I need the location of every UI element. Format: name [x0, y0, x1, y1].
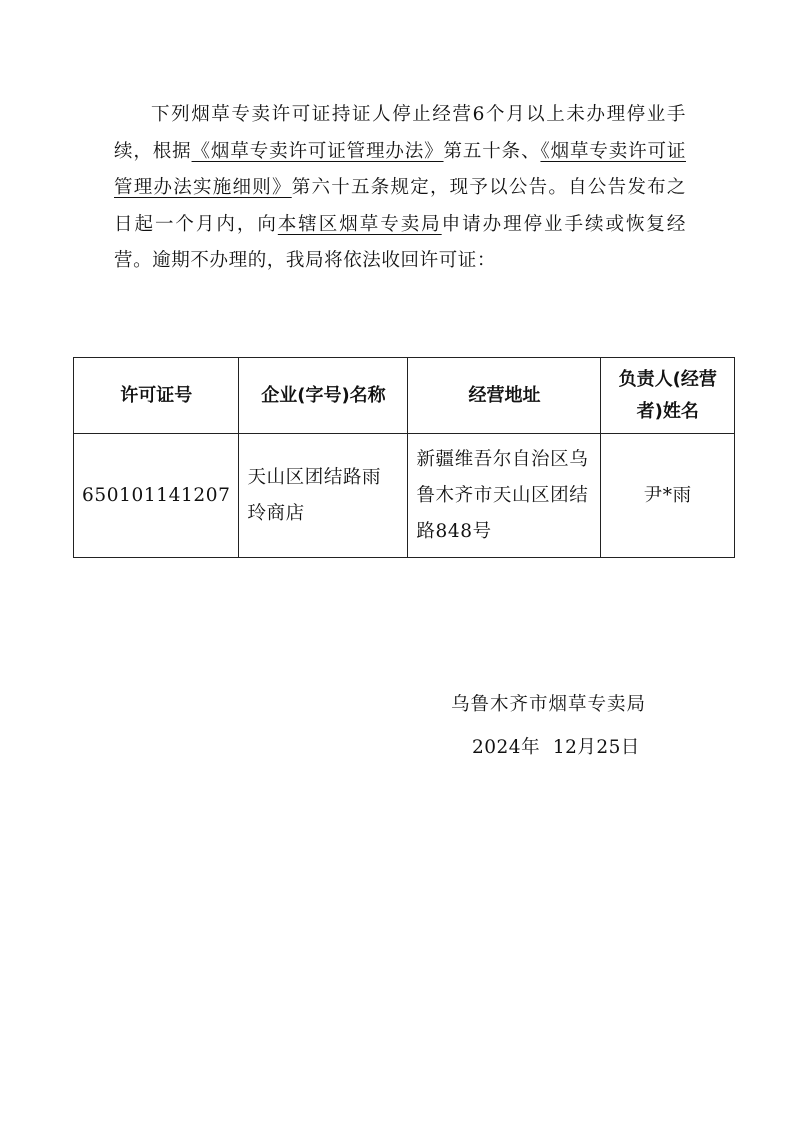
cell-responsible-person: 尹*雨: [601, 434, 735, 558]
header-business-name: 企业(字号)名称: [239, 358, 408, 434]
signing-organization: 乌鲁木齐市烟草专卖局: [451, 694, 647, 715]
permit-table: [73, 357, 735, 558]
regulation-title-2: 《烟草专卖许可证管理办法实施细则》: [114, 140, 686, 198]
table-header-row: [74, 358, 735, 434]
cell-business-address: 新疆维吾尔自治区乌鲁木齐市天山区团结路848号: [408, 434, 601, 558]
signing-date: 2024年 12月25日: [472, 737, 640, 758]
header-business-address: 经营地址: [408, 358, 601, 434]
notice-paragraph: [114, 97, 686, 280]
notice-text-3: 第六十五条规定，现予以公告。自公告发布之日起一个月内，向: [114, 177, 686, 235]
cell-business-name: 天山区团结路雨玲商店: [239, 434, 408, 558]
notice-text-1: 下列烟草专卖许可证持证人停止经营6个月以上未办理停业手续，根据: [114, 104, 686, 162]
notice-text-4: 申请办理停业手续或恢复经营。逾期不办理的，我局将依法收回许可证：: [114, 213, 687, 271]
cell-license-number: 650101141207: [74, 434, 239, 558]
header-license-number: 许可证号: [74, 358, 239, 434]
header-responsible-person: 负责人(经营者)姓名: [601, 358, 735, 434]
regulation-title-1: 《烟草专卖许可证管理办法》: [191, 140, 444, 162]
bureau-name: 本辖区烟草专卖局: [277, 213, 442, 235]
table-row: [74, 434, 735, 558]
notice-text-2: 第五十条、: [443, 140, 541, 162]
